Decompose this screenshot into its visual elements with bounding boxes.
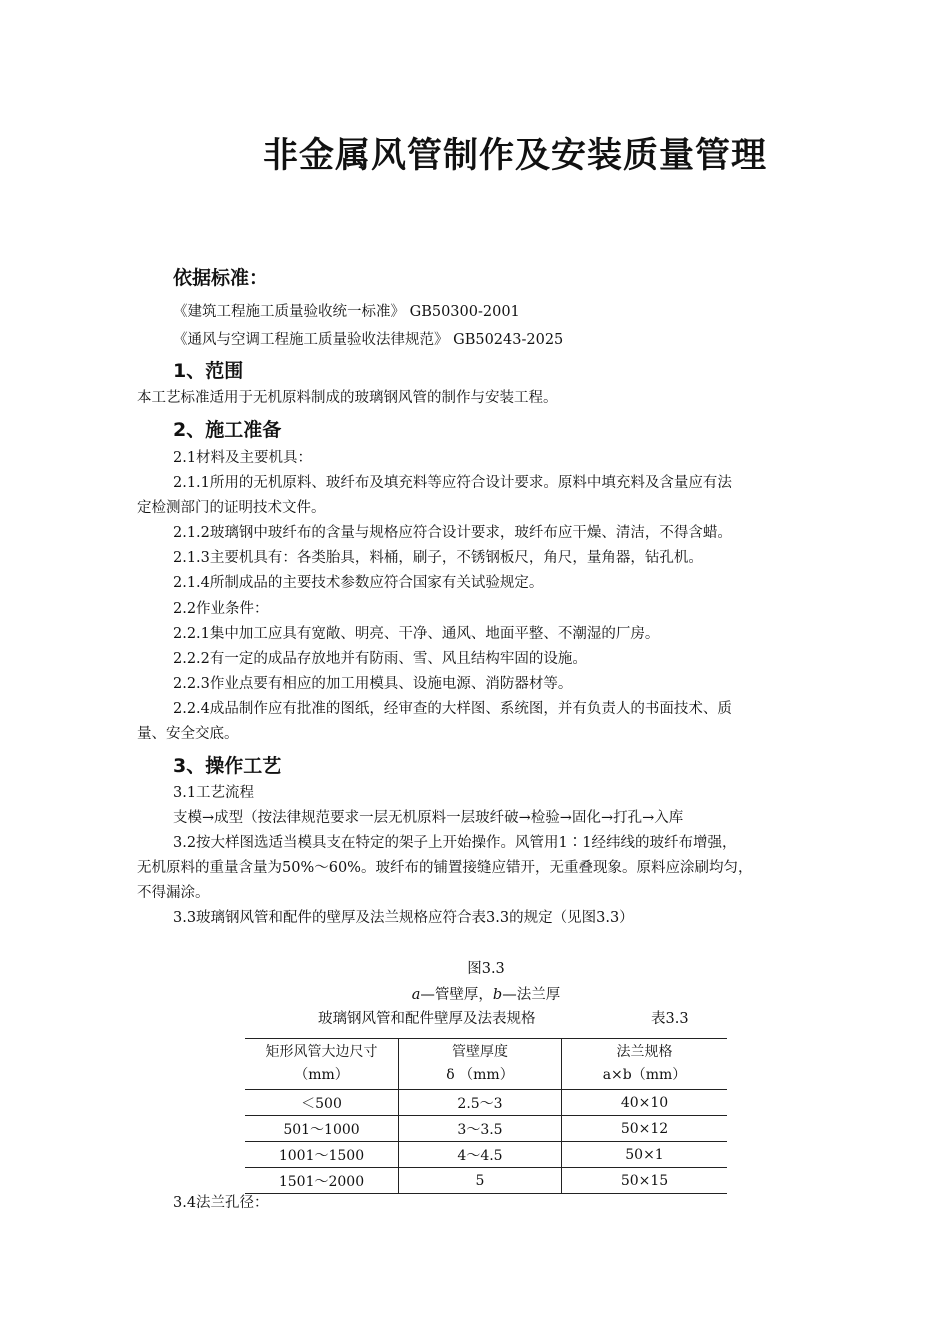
- table-cell: 501～1000: [245, 1116, 399, 1142]
- standard-2: 《通风与空调工程施工质量验收法律规范》 GB50243-2025: [173, 332, 564, 348]
- section-2-heading: 2、施工准备: [173, 419, 282, 441]
- s2-line: 2.1材料及主要机具：: [173, 450, 313, 466]
- table-cell: 40×10: [562, 1090, 728, 1116]
- table-number: 表3.3: [651, 1011, 689, 1027]
- legend-b: b: [492, 987, 503, 1003]
- s3-line: 不得漏涂。: [137, 885, 210, 901]
- figure-label: 图3.3: [467, 961, 505, 977]
- s2-line: 2.1.3主要机具有：各类胎具，料桶，刷子，不锈钢板尺，角尺，量角器，钻孔机。: [173, 550, 703, 566]
- s3-line: 3.2按大样图选适当模具支在特定的架子上开始操作。风管用1∶1经纬线的玻纤布增强，: [173, 835, 737, 851]
- s2-line: 2.1.2玻璃钢中玻纤布的含量与规格应符合设计要求，玻纤布应干燥、清洁，不得含蜡。: [173, 525, 732, 541]
- s2-line: 定检测部门的证明技术文件。: [137, 500, 326, 516]
- footer-line: 3.4法兰孔径：: [173, 1195, 269, 1211]
- table-header-row: [245, 1039, 727, 1090]
- table-cell: 50×15: [562, 1168, 728, 1194]
- s2-line: 2.2.1集中加工应具有宽敞、明亮、干净、通风、地面平整、不潮湿的厂房。: [173, 626, 660, 642]
- section-1-heading: 1、范围: [173, 360, 244, 382]
- section-1-text: 本工艺标准适用于无机原料制成的玻璃钢风管的制作与安装工程。: [137, 390, 558, 406]
- figure-legend: [245, 983, 727, 1004]
- table-header-cell: 矩形风管大边尺寸 （mm）: [245, 1039, 399, 1090]
- table-cell: 1001～1500: [245, 1142, 399, 1168]
- table-cell: 3～3.5: [399, 1116, 562, 1142]
- s2-line: 量、安全交底。: [137, 726, 239, 742]
- spec-table: [245, 1038, 727, 1194]
- table-row: [245, 1090, 727, 1116]
- table-row: [245, 1142, 727, 1168]
- table-cell: 50×12: [562, 1116, 728, 1142]
- table-cell: 1501～2000: [245, 1168, 399, 1194]
- table-cell: 50×1: [562, 1142, 728, 1168]
- basis-heading: 依据标准：: [173, 267, 269, 289]
- s3-line: 支模→成型（按法律规范要求一层无机原料一层玻纤破→检验→固化→打孔→入库: [173, 810, 684, 826]
- s3-line: 无机原料的重量含量为50%～60%。玻纤布的铺置接缝应错开，无重叠现象。原料应涂刷均匀，: [137, 860, 753, 876]
- standard-1: 《建筑工程施工质量验收统一标准》 GB50300-2001: [173, 304, 520, 320]
- s2-line: 2.1.1所用的无机原料、玻纤布及填充料等应符合设计要求。原料中填充料及含量应有法: [173, 475, 732, 491]
- s2-line: 2.2.2有一定的成品存放地并有防雨、雪、风且结构牢固的设施。: [173, 651, 587, 667]
- table-cell: 4～4.5: [399, 1142, 562, 1168]
- table-row: [245, 1168, 727, 1194]
- table-row: [245, 1116, 727, 1142]
- s2-line: 2.2.3作业点要有相应的加工用模具、设施电源、消防器材等。: [173, 676, 573, 692]
- table-header-cell: 法兰规格 a×b（mm）: [562, 1039, 728, 1090]
- table-title: 玻璃钢风管和配件壁厚及法表规格: [318, 1011, 536, 1027]
- table-cell: ＜500: [245, 1090, 399, 1116]
- s2-line: 2.2.4成品制作应有批准的图纸，经审查的大样图、系统图，并有负责人的书面技术、质: [173, 701, 732, 717]
- legend-a-text: —管壁厚，: [420, 987, 493, 1003]
- legend-a: a: [411, 987, 421, 1003]
- page-title: 非金属风管制作及安装质量管理: [262, 136, 767, 176]
- s3-line: 3.3玻璃钢风管和配件的壁厚及法兰规格应符合表3.3的规定（见图3.3）: [173, 910, 634, 926]
- s2-line: 2.2作业条件：: [173, 601, 269, 617]
- s2-line: 2.1.4所制成品的主要技术参数应符合国家有关试验规定。: [173, 575, 544, 591]
- s3-line: 3.1工艺流程: [173, 785, 255, 801]
- legend-b-text: —法兰厚: [502, 987, 561, 1003]
- table-cell: 2.5～3: [399, 1090, 562, 1116]
- table-cell: 5: [399, 1168, 562, 1194]
- section-3-heading: 3、操作工艺: [173, 755, 282, 777]
- table-header-cell: 管壁厚度 δ （mm）: [399, 1039, 562, 1090]
